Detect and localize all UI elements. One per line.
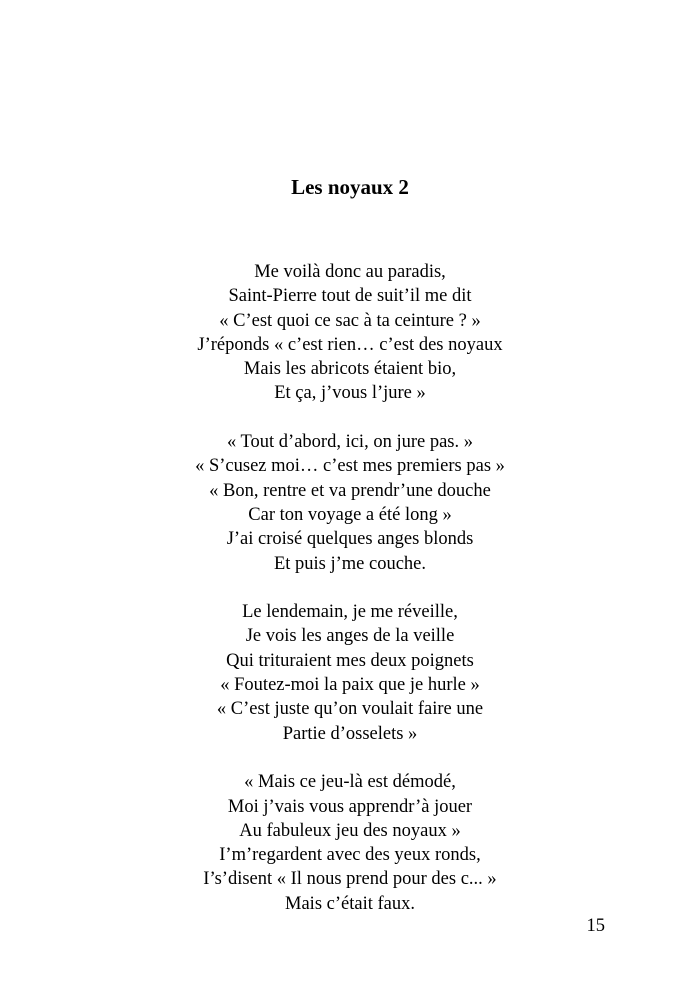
stanza xyxy=(0,430,700,576)
poem-line: Moi j’vais vous apprendr’à jouer xyxy=(227,796,473,817)
poem-line: « Foutez-moi la paix que je hurle » xyxy=(220,675,480,696)
poem-title: Les noyaux 2 xyxy=(291,175,409,199)
poem-line: Mais c’était faux. xyxy=(285,893,415,914)
poem-line: « Tout d’abord, ici, on jure pas. » xyxy=(226,432,473,453)
poem-line: Partie d’osselets » xyxy=(282,723,418,744)
poem-line: « S’cusez moi… c’est mes premiers pas » xyxy=(195,456,505,477)
poem-line: J’réponds « c’est rien… c’est des noyaux xyxy=(197,334,503,355)
poem-line: « Mais ce jeu-là est démodé, xyxy=(244,772,456,793)
poem-line: « C’est juste qu’on voulait faire une xyxy=(216,699,484,720)
stanza xyxy=(0,770,700,916)
poem-line: « C’est quoi ce sac à ta ceinture ? » xyxy=(219,310,481,331)
poem-line: Le lendemain, je me réveille, xyxy=(242,602,458,623)
page-number: 15 xyxy=(586,916,605,936)
poem-line: Au fabuleux jeu des noyaux » xyxy=(239,820,461,841)
poem-line: I’s’disent « Il nous prend pour des c... » xyxy=(203,869,497,890)
poem-line: Saint-Pierre tout de suit’il me dit xyxy=(228,286,472,307)
poem-line: Je vois les anges de la veille xyxy=(245,626,455,647)
poem-line: Et puis j’me couche. xyxy=(273,553,427,574)
poem-line: « Bon, rentre et va prendr’une douche xyxy=(209,480,491,501)
stanza xyxy=(0,260,700,406)
poem-line: I’m’regardent avec des yeux ronds, xyxy=(219,845,481,866)
poem-line: Qui trituraient mes deux poignets xyxy=(226,650,474,671)
stanza xyxy=(0,600,700,746)
poem-line: Car ton voyage a été long » xyxy=(248,504,452,525)
poem-line: Et ça, j’vous l’jure » xyxy=(274,383,426,404)
poem-body xyxy=(0,260,700,940)
poem-line: Mais les abricots étaient bio, xyxy=(243,359,457,380)
poem-line: Me voilà donc au paradis, xyxy=(254,262,446,282)
poem-line: J’ai croisé quelques anges blonds xyxy=(226,529,474,550)
